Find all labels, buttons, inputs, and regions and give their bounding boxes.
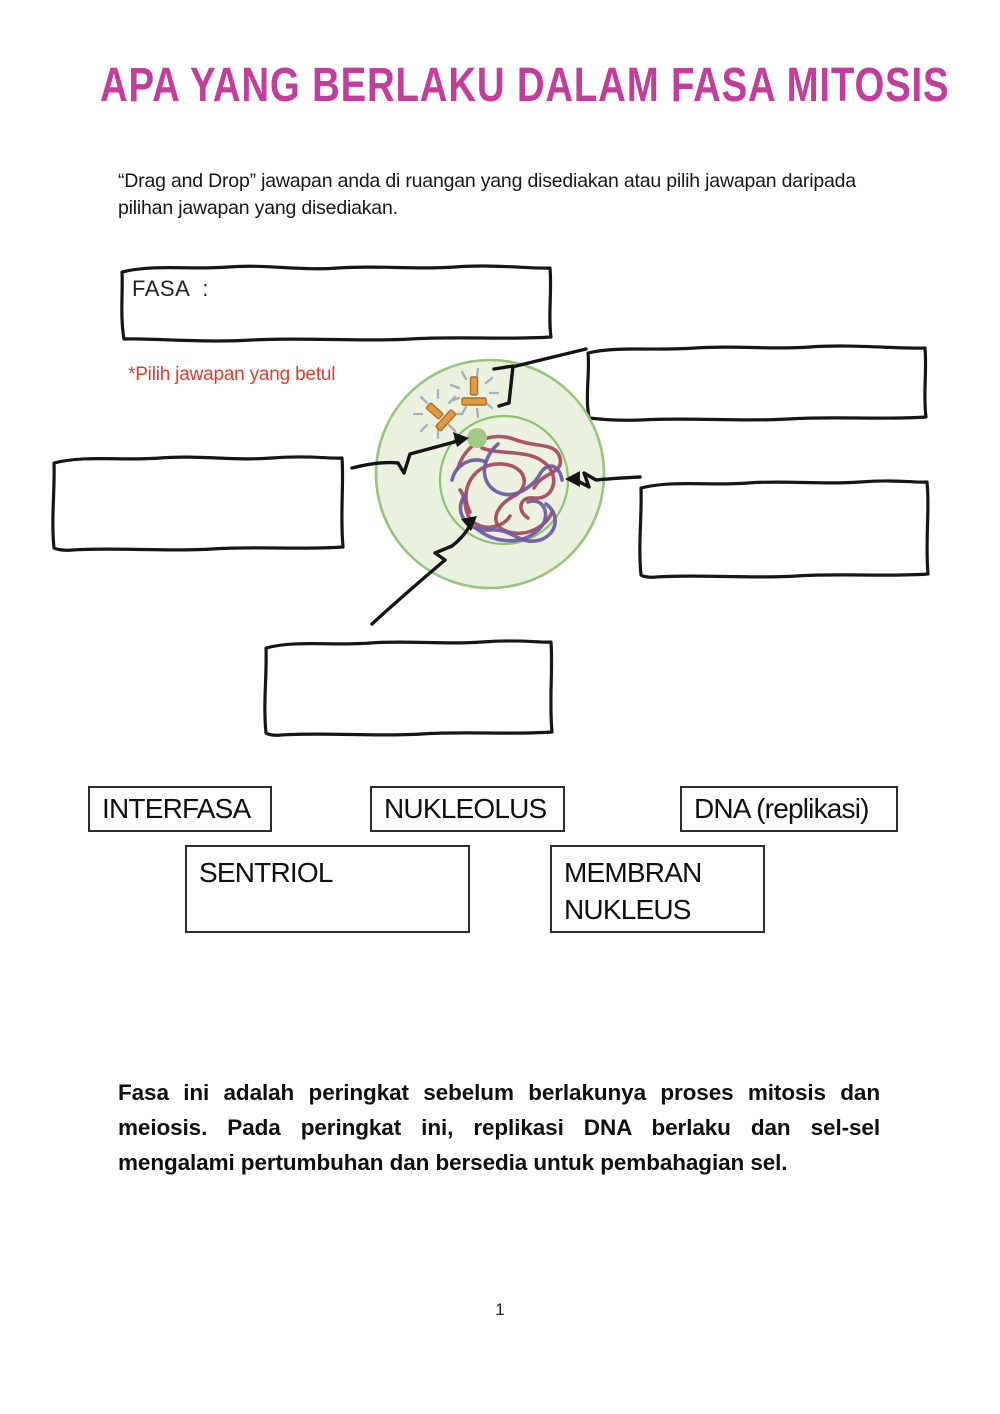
option-label: INTERFASA [102, 793, 251, 824]
option-sentriol[interactable] [185, 845, 470, 933]
arrow-to-membrane [576, 473, 640, 487]
drop-zone-dna[interactable] [265, 641, 552, 735]
drop-zone-nucleolus[interactable] [53, 457, 343, 550]
page-title: APA YANG BERLAKU DALAM FASA MITOSIS [100, 59, 950, 112]
fasa-label: FASA : [132, 276, 209, 301]
page-number: 1 [495, 1300, 505, 1319]
description-text: Fasa ini adalah peringkat sebelum berlakunya proses mitosis dan meiosis. Pada peringkat ini, replikasi DNA berlaku dan sel-sel mengalami pertumbuhan dan bersedia untuk pembahagian sel. [118, 1080, 880, 1175]
option-label: DNA (replikasi) [694, 793, 869, 824]
drop-zone-centriole[interactable] [587, 346, 926, 420]
option-label: NUKLEOLUS [384, 793, 547, 824]
instructions-text: “Drag and Drop” jawapan anda di ruangan yang disediakan atau pilih jawapan daripada pilihan jawapan yang disediakan. [118, 170, 856, 219]
option-dna-replikasi[interactable] [680, 786, 898, 832]
hint-text: *Pilih jawapan yang betul [128, 364, 336, 385]
option-membran-nukleus[interactable] [550, 845, 765, 933]
drop-zone-membrane[interactable] [640, 481, 928, 577]
option-label: MEMBRAN NUKLEUS [564, 857, 702, 925]
worksheet-diagram [0, 250, 1000, 760]
option-interfasa[interactable] [88, 786, 272, 832]
cell-illustration [376, 360, 604, 588]
nucleolus [467, 428, 487, 448]
option-nukleolus[interactable] [370, 786, 565, 832]
line-to-centriole-box [512, 349, 586, 367]
option-label: SENTRIOL [199, 857, 333, 888]
